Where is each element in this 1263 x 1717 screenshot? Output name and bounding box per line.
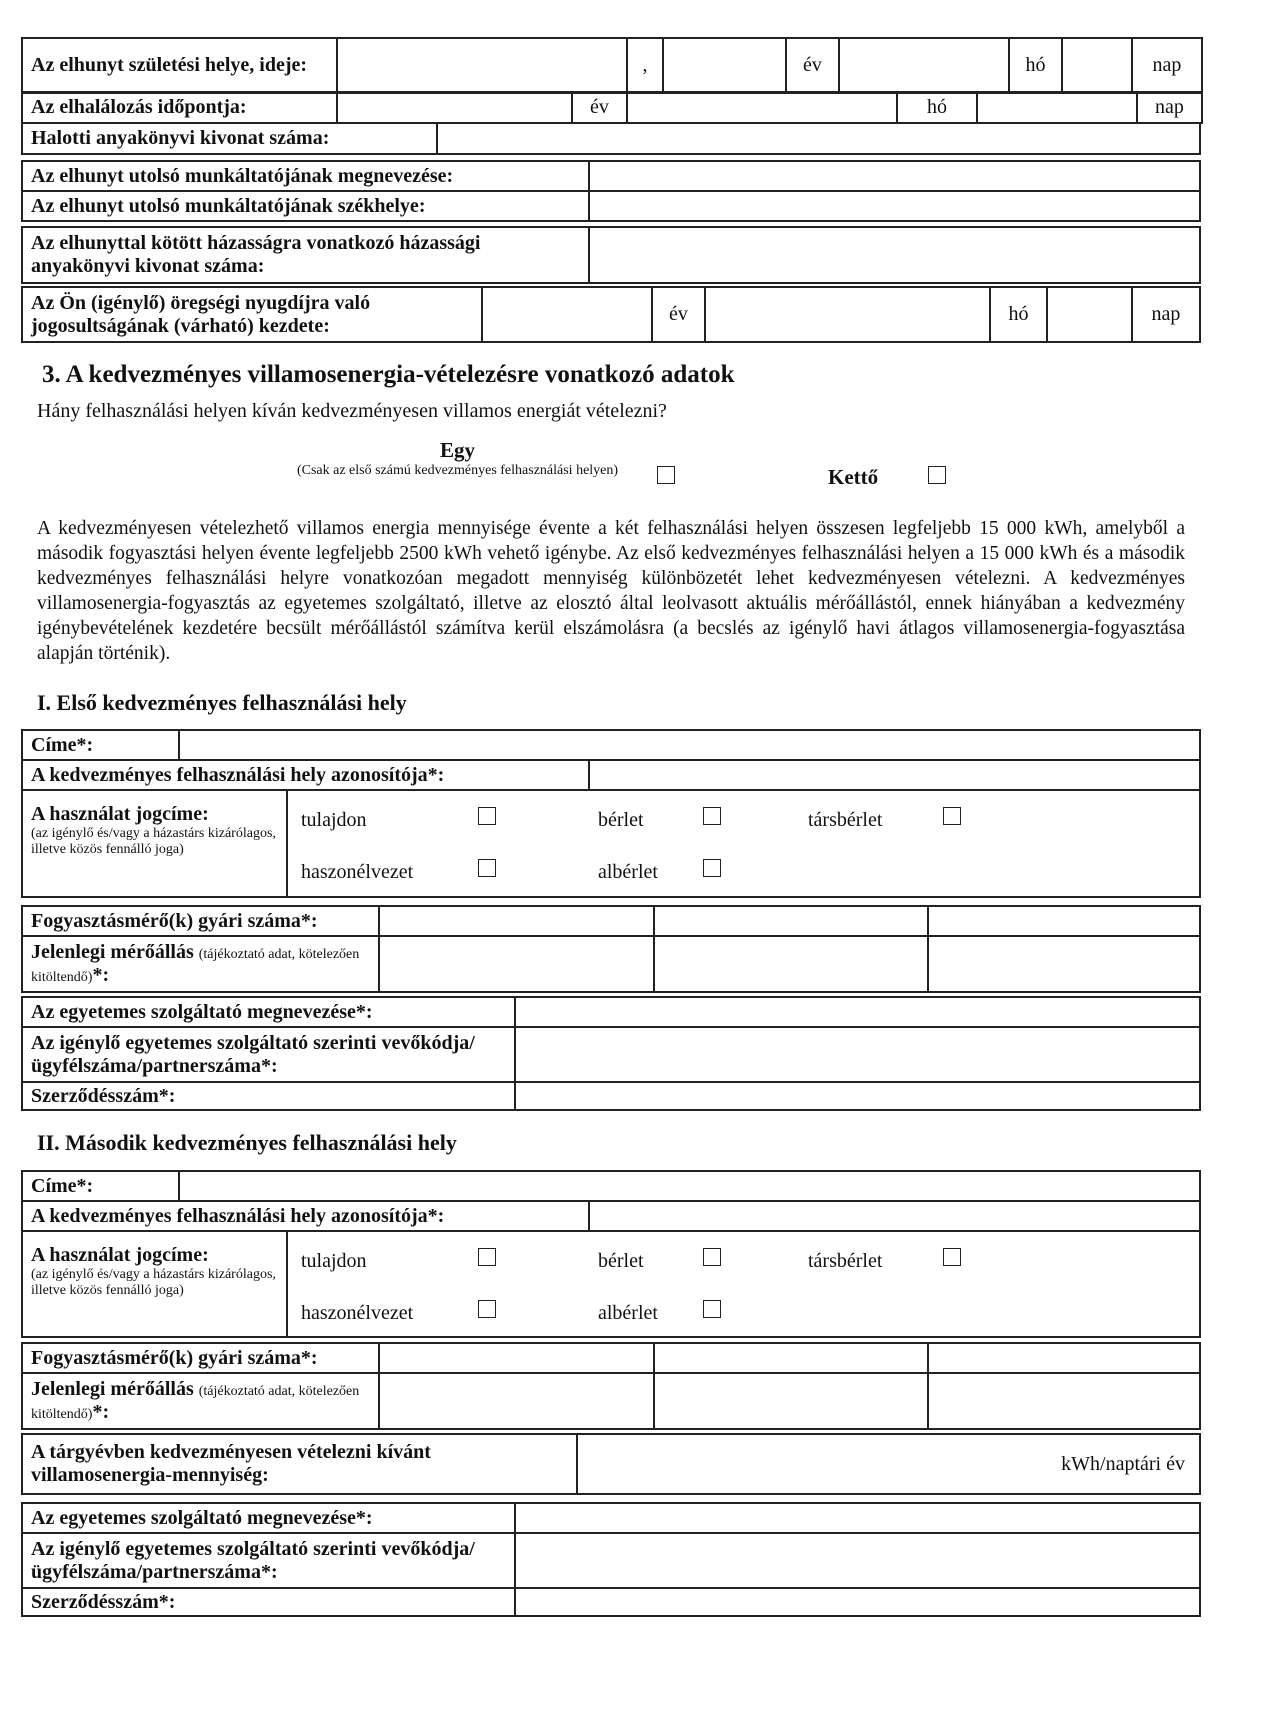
option-one-checkbox[interactable]	[657, 466, 675, 484]
pension-label: Az Ön (igénylő) öregségi nyugdíjra való jogosultságának (várható) kezdete:	[22, 287, 482, 342]
site2-tulajdon-checkbox[interactable]	[478, 1248, 496, 1266]
meter-reading-star: *:	[92, 964, 110, 986]
site2-usage-table	[21, 1230, 1201, 1338]
site1-provider-table	[21, 996, 1201, 1111]
site1-contract-field[interactable]	[515, 1082, 1200, 1110]
site2-title: II. Második kedvezményes felhasználási hely	[37, 1130, 457, 1155]
site1-meter-reading-2[interactable]	[654, 936, 928, 992]
site-id-label: A kedvezményes felhasználási hely azonosítója*:	[22, 1201, 589, 1231]
site1-tulajdon-checkbox[interactable]	[478, 807, 496, 825]
opt-tulajdon-label: tulajdon	[301, 809, 367, 831]
meter-reading-label: Jelenlegi mérőállás	[31, 941, 194, 963]
opt-haszonelvezet-label: haszonélvezet	[301, 1302, 414, 1324]
site2-berlet-checkbox[interactable]	[703, 1248, 721, 1266]
pension-month-field[interactable]	[705, 287, 990, 342]
site2-meter-reading-1[interactable]	[379, 1373, 654, 1429]
nap-label: nap	[1132, 38, 1202, 93]
death-cert-label: Halotti anyakönyvi kivonat száma:	[22, 123, 437, 154]
site1-address-field[interactable]	[179, 730, 1200, 760]
meter-reading-note: (tájékoztató adat, kötelezően kitöltendő)	[31, 1384, 360, 1422]
birth-place-field[interactable]	[337, 38, 627, 93]
opt-tarsberlet-label: társbérlet	[808, 1250, 883, 1272]
comma-separator: ,	[627, 38, 663, 93]
birth-month-field[interactable]	[839, 38, 1009, 93]
site2-provider-table	[21, 1502, 1201, 1617]
deceased-birth-table	[21, 37, 1203, 94]
marriage-field[interactable]	[589, 227, 1200, 283]
site2-meter-table	[21, 1342, 1201, 1430]
nap-label: nap	[1132, 287, 1200, 342]
option-one-note: (Csak az első számú kedvezményes felhasználási helyen)	[296, 463, 619, 478]
meter-reading-star: *:	[92, 1401, 110, 1423]
site2-customer-code-field[interactable]	[515, 1533, 1200, 1588]
employer-seat-field[interactable]	[589, 191, 1200, 221]
customer-code-label: Az igénylő egyetemes szolgáltató szerinti vevőkódja/ügyfélszáma/partnerszáma*:	[22, 1533, 515, 1588]
death-year-field[interactable]	[337, 92, 572, 123]
opt-berlet-label: bérlet	[598, 1250, 644, 1272]
usage-title: A használat jogcíme:	[31, 803, 209, 825]
site1-address-table	[21, 729, 1201, 791]
site2-meter-reading-3[interactable]	[928, 1373, 1200, 1429]
quantity-unit: kWh/naptári év	[1061, 1452, 1185, 1475]
usage-note: (az igénylő és/vagy a házastárs kizárólagos, illetve közös fennálló joga)	[31, 1267, 276, 1298]
site2-tarsberlet-checkbox[interactable]	[943, 1248, 961, 1266]
contract-no-label: Szerződésszám*:	[22, 1588, 515, 1616]
site1-provider-field[interactable]	[515, 997, 1200, 1027]
pension-year-field[interactable]	[482, 287, 652, 342]
opt-alberlet-label: albérlet	[598, 1302, 658, 1324]
employer-name-field[interactable]	[589, 161, 1200, 191]
opt-alberlet-label: albérlet	[598, 861, 658, 883]
site1-meter-reading-3[interactable]	[928, 936, 1200, 992]
site2-provider-field[interactable]	[515, 1503, 1200, 1533]
meter-reading-label: Jelenlegi mérőállás	[31, 1378, 194, 1400]
site1-title: I. Első kedvezményes felhasználási hely	[37, 690, 407, 715]
quantity-table	[21, 1433, 1201, 1495]
usage-title: A használat jogcíme:	[31, 1244, 209, 1266]
meter-reading-label-cell	[22, 1373, 379, 1429]
section3-paragraph: A kedvezményesen vételezhető villamos energia mennyisége évente a két felhasználási helyen összesen legfeljebb 15 000 kWh, amelyből a második fogyasztási helyen évente legfeljebb 2500 kWh vehető igénybe. Az első kedvezményes felhasználási helyen a 15 000 kWh és a második kedvezményes felhasználási helyre vonatkozóan megadott mennyiség különbözetét lehet kedvezményesen vételezni. A kedvezményes villamosenergia-fogyasztás az egyetemes szolgáltató, illetve az elosztó által leolvasott aktuális mérőállástól, ennek hiányában a kedvezmény igénybevételének kezdetére becsült mérőállástól számítva kerül elszámolásra (a becslés az igénylő havi átlagos villamosenergia-fogyasztása alapján történik).	[37, 518, 1185, 664]
site1-alberlet-checkbox[interactable]	[703, 859, 721, 877]
site1-meter-serial-2[interactable]	[654, 906, 928, 936]
marriage-table	[21, 226, 1201, 284]
nap-label: nap	[1137, 92, 1202, 123]
quantity-label: A tárgyévben kedvezményesen vételezni kívánt villamosenergia-mennyiség:	[22, 1434, 577, 1494]
site2-alberlet-checkbox[interactable]	[703, 1300, 721, 1318]
ev-label: év	[786, 38, 839, 93]
section3-title: 3. A kedvezményes villamosenergia-vételezésre vonatkozó adatok	[42, 361, 735, 388]
option-one-label: Egy	[439, 438, 475, 462]
pension-table	[21, 286, 1201, 343]
customer-code-label: Az igénylő egyetemes szolgáltató szerinti vevőkódja/ügyfélszáma/partnerszáma*:	[22, 1027, 515, 1082]
site2-haszonelvezet-checkbox[interactable]	[478, 1300, 496, 1318]
ho-label: hó	[1009, 38, 1062, 93]
ev-label: év	[572, 92, 627, 123]
meter-serial-label: Fogyasztásmérő(k) gyári száma*:	[22, 1343, 379, 1373]
site1-usage-options	[287, 790, 1200, 897]
site1-haszonelvezet-checkbox[interactable]	[478, 859, 496, 877]
address-label: Címe*:	[22, 730, 179, 760]
opt-tulajdon-label: tulajdon	[301, 1250, 367, 1272]
employer-name-label: Az elhunyt utolsó munkáltatójának megnevezése:	[22, 161, 589, 191]
death-day-field[interactable]	[977, 92, 1137, 123]
site2-meter-serial-2[interactable]	[654, 1343, 928, 1373]
site1-customer-code-field[interactable]	[515, 1027, 1200, 1082]
site1-tarsberlet-checkbox[interactable]	[943, 807, 961, 825]
employer-table	[21, 160, 1201, 222]
opt-haszonelvezet-label: haszonélvezet	[301, 861, 414, 883]
section3-question: Hány felhasználási helyen kíván kedvezményesen villamos energiát vételezni?	[37, 400, 667, 422]
site2-meter-serial-3[interactable]	[928, 1343, 1200, 1373]
ho-label: hó	[990, 287, 1047, 342]
address-label: Címe*:	[22, 1171, 179, 1201]
option-one-group	[270, 438, 645, 479]
meter-reading-label-cell	[22, 936, 379, 992]
site2-address-table	[21, 1170, 1201, 1232]
ev-label: év	[652, 287, 705, 342]
employer-seat-label: Az elhunyt utolsó munkáltatójának székhelye:	[22, 191, 589, 221]
usage-label-cell	[22, 1231, 287, 1337]
site1-id-field[interactable]	[589, 760, 1200, 790]
option-two-checkbox[interactable]	[928, 466, 946, 484]
provider-name-label: Az egyetemes szolgáltató megnevezése*:	[22, 1503, 515, 1533]
meter-serial-label: Fogyasztásmérő(k) gyári száma*:	[22, 906, 379, 936]
death-month-field[interactable]	[627, 92, 897, 123]
quantity-field[interactable]	[577, 1434, 1200, 1494]
site-id-label: A kedvezményes felhasználási hely azonosítója*:	[22, 760, 589, 790]
ho-label: hó	[897, 92, 977, 123]
site1-meter-serial-1[interactable]	[379, 906, 654, 936]
usage-note: (az igénylő és/vagy a házastárs kizárólagos, illetve közös fennálló joga)	[31, 826, 276, 857]
marriage-label: Az elhunyttal kötött házasságra vonatkozó házassági anyakönyvi kivonat száma:	[22, 227, 589, 283]
provider-name-label: Az egyetemes szolgáltató megnevezése*:	[22, 997, 515, 1027]
site2-address-field[interactable]	[179, 1171, 1200, 1201]
contract-no-label: Szerződésszám*:	[22, 1082, 515, 1110]
death-date-table	[21, 91, 1203, 124]
site2-meter-reading-2[interactable]	[654, 1373, 928, 1429]
site2-id-field[interactable]	[589, 1201, 1200, 1231]
birth-day-field[interactable]	[1062, 38, 1132, 93]
site1-berlet-checkbox[interactable]	[703, 807, 721, 825]
option-two-label: Kettő	[828, 465, 879, 489]
site2-contract-field[interactable]	[515, 1588, 1200, 1616]
opt-tarsberlet-label: társbérlet	[808, 809, 883, 831]
pension-day-field[interactable]	[1047, 287, 1132, 342]
site1-meter-reading-1[interactable]	[379, 936, 654, 992]
site1-meter-serial-3[interactable]	[928, 906, 1200, 936]
site2-usage-options	[287, 1231, 1200, 1337]
site2-meter-serial-1[interactable]	[379, 1343, 654, 1373]
death-cert-field[interactable]	[437, 123, 1200, 154]
birth-year-field[interactable]	[663, 38, 786, 93]
site1-meter-table	[21, 905, 1201, 993]
opt-berlet-label: bérlet	[598, 809, 644, 831]
usage-label-cell	[22, 790, 287, 897]
site1-usage-table	[21, 789, 1201, 898]
death-cert-table	[21, 122, 1201, 155]
birth-label: Az elhunyt születési helye, ideje:	[22, 38, 337, 93]
death-label: Az elhalálozás időpontja:	[22, 92, 337, 123]
meter-reading-note: (tájékoztató adat, kötelezően kitöltendő)	[31, 947, 360, 985]
